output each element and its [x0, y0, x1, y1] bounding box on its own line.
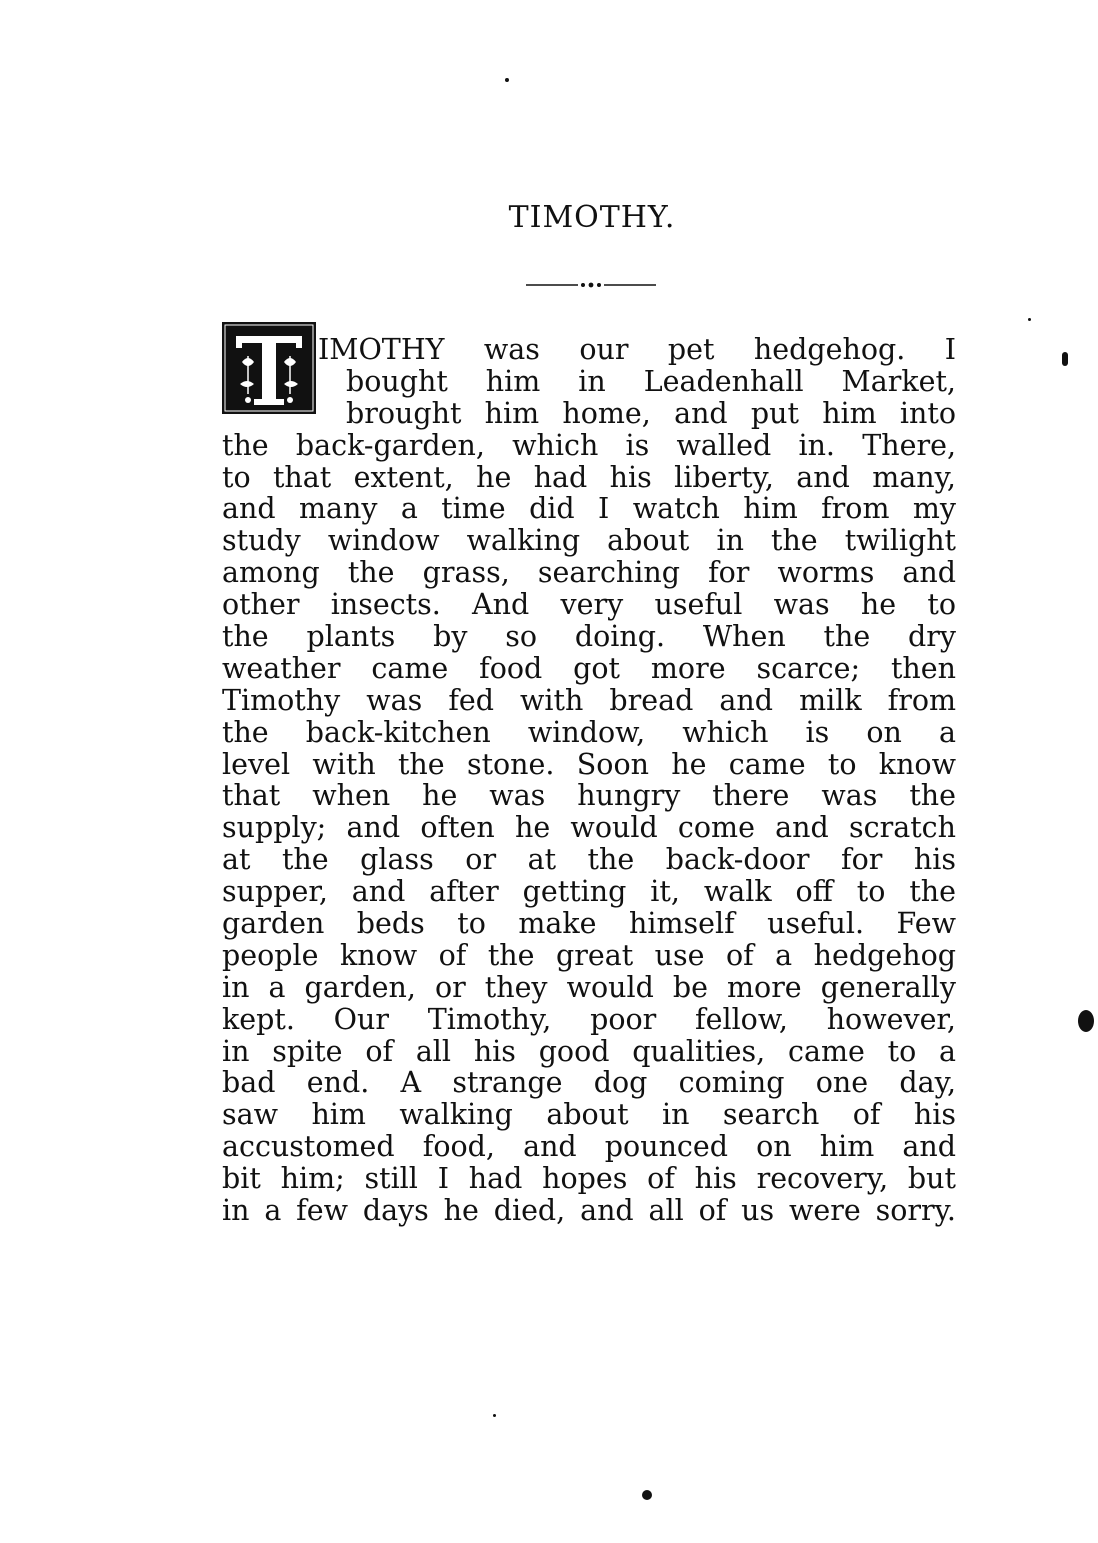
text-line: that when he was hungry there was the	[222, 779, 956, 813]
ornamental-divider	[526, 282, 656, 288]
text-line: bad end. A strange dog coming one day,	[222, 1066, 956, 1100]
scan-speck	[505, 78, 509, 82]
text-line: study window walking about in the twilight	[222, 524, 956, 558]
text-line: other insects. And very useful was he to	[222, 588, 956, 622]
text-line: the plants by so doing. When the dry	[222, 620, 956, 654]
text-line: weather came food got more scarce; then	[222, 651, 956, 685]
text-line: in a few days he died, and all of us were sorry.	[222, 1194, 956, 1228]
text-line: supper, and after getting it, walk off to the	[222, 875, 956, 909]
text-line: bought him in Leadenhall Market,	[346, 364, 956, 398]
text-line: kept. Our Timothy, poor fellow, however,	[222, 1002, 956, 1036]
text-line: level with the stone. Soon he came to know	[222, 747, 956, 781]
text-line: people know of the great use of a hedgehog	[222, 938, 956, 972]
text-line: IMOTHY was our pet hedgehog. I	[318, 333, 956, 366]
scan-speck	[1078, 1010, 1094, 1032]
text-line: at the glass or at the back-door for his	[222, 843, 956, 877]
text-line: supply; and often he would come and scratch	[222, 811, 956, 845]
chapter-title: TIMOTHY.	[508, 200, 676, 235]
text-line: bit him; still I had hopes of his recovery, but	[222, 1162, 956, 1196]
scan-speck	[1028, 318, 1031, 321]
text-line: the back-garden, which is walled in. There,	[222, 428, 956, 462]
text-line: accustomed food, and pounced on him and	[222, 1130, 956, 1164]
text-line: and many a time did I watch him from my	[222, 492, 956, 526]
text-line: brought him home, and put him into	[346, 396, 956, 430]
scan-speck	[493, 1414, 496, 1417]
text-line: saw him walking about in search of his	[222, 1098, 956, 1132]
text-line: the back-kitchen window, which is on a	[222, 715, 956, 749]
text-line: Timothy was fed with bread and milk from	[222, 683, 956, 717]
scan-speck	[642, 1490, 652, 1500]
body-paragraph	[222, 334, 956, 1227]
text-line: in spite of all his good qualities, came to a	[222, 1034, 956, 1068]
scan-speck	[1062, 352, 1068, 366]
text-line: in a garden, or they would be more generally	[222, 970, 956, 1004]
text-line: among the grass, searching for worms and	[222, 556, 956, 590]
text-line: garden beds to make himself useful. Few	[222, 907, 956, 941]
text-line: to that extent, he had his liberty, and many,	[222, 460, 956, 494]
